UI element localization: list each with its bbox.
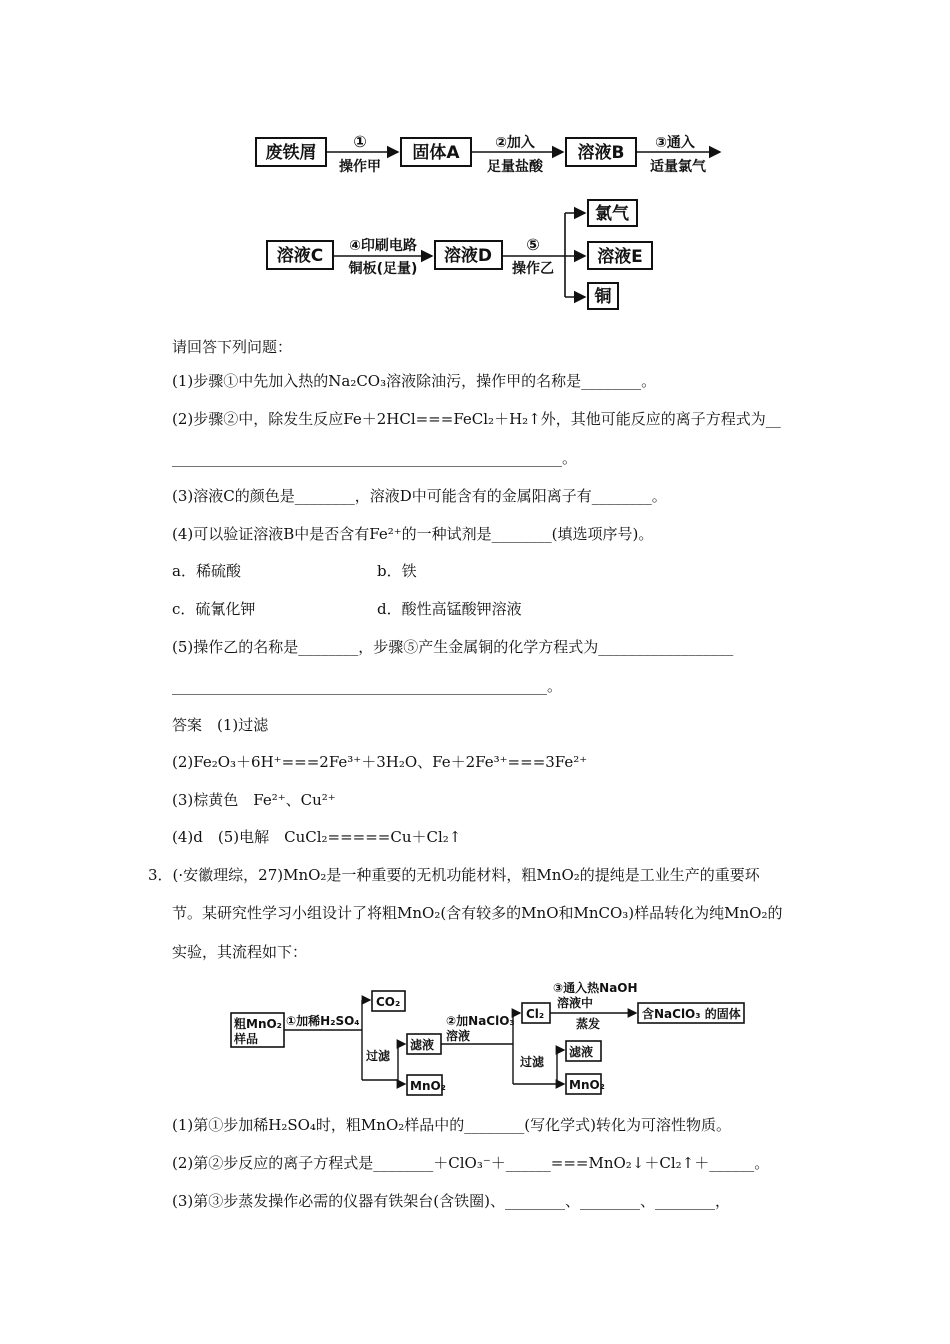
arrow5-top: ⑤ <box>526 235 540 254</box>
q-step2-line1: (2)步骤②中，除发生反应Fe＋2HCl===FeCl₂＋H₂↑外，其他可能反应的离子方程式为__ <box>172 410 781 428</box>
answer-line1: 答案 (1)过滤 <box>172 716 269 734</box>
box-cl2 <box>522 1003 550 1023</box>
box-mno2-1 <box>407 1075 442 1095</box>
step3-label-a: ③通入热NaOH <box>553 981 638 995</box>
step3-label-c: 蒸发 <box>576 1017 601 1031</box>
box-solution-e-label: 溶液E <box>597 247 643 267</box>
arrow1-bottom: 操作甲 <box>339 159 381 175</box>
intro-line: 请回答下列问题： <box>172 338 293 356</box>
box-crude-mno2 <box>231 1013 284 1047</box>
filtrate2-label: 滤液 <box>569 1045 594 1059</box>
arrow2-bottom: 足量盐酸 <box>487 159 543 175</box>
step3-label-b: 溶液中 <box>557 996 594 1010</box>
box-waste-iron-label: 废铁屑 <box>265 143 317 163</box>
arrow1-top: ① <box>353 132 367 151</box>
q-step2-line2: ____________________________________________________。 <box>172 449 578 467</box>
q-step3: (3)溶液C的颜色是________，溶液D中可能含有的金属阳离子有________。 <box>172 487 667 505</box>
q3-line3: 实验，其流程如下： <box>172 943 308 961</box>
box-chlorine-label: 氯气 <box>595 204 629 224</box>
q-step5-line1: (5)操作乙的名称是________，步骤⑤产生金属铜的化学方程式为__________________ <box>172 638 734 656</box>
step2-label-b: 溶液 <box>446 1029 471 1043</box>
option-d: d．酸性高锰酸钾溶液 <box>377 600 522 618</box>
mno2-2-label: MnO₂ <box>569 1078 605 1092</box>
arrow3-top: ③通入 <box>655 135 695 151</box>
box-co2 <box>372 991 405 1011</box>
filter1-label: 过滤 <box>366 1049 391 1063</box>
answer-line2: (2)Fe₂O₃＋6H⁺===2Fe³⁺＋3H₂O、Fe＋2Fe³⁺===3Fe²⁺ <box>172 753 588 771</box>
box-mno2-2 <box>566 1074 601 1094</box>
mno2-1-label: MnO₂ <box>410 1079 446 1093</box>
q-step1: (1)步骤①中先加入热的Na₂CO₃溶液除油污，操作甲的名称是________。 <box>172 372 657 390</box>
q-step5-line2: __________________________________________________。 <box>172 677 563 695</box>
box-copper-label: 铜 <box>594 287 612 307</box>
step2-label-a: ②加NaClO₃ <box>446 1014 515 1028</box>
naclo3-solid-label: 含NaClO₃ 的固体 <box>642 1007 741 1021</box>
step1-label: ①加稀H₂SO₄ <box>286 1014 360 1028</box>
co2-label: CO₂ <box>376 995 401 1009</box>
box-solution-b-label: 溶液B <box>577 143 625 163</box>
answer-line4: (4)d (5)电解 CuCl₂=====Cu＋Cl₂↑ <box>172 828 462 846</box>
option-b: b．铁 <box>377 562 417 580</box>
flow-diagram-iron-scrap <box>0 0 950 320</box>
option-c: c．硫氰化钾 <box>172 600 256 618</box>
q3-line1: 3．(·安徽理综，27)MnO₂是一种重要的无机功能材料，粗MnO₂的提纯是工业生产的重要环 <box>148 866 760 884</box>
crude-label-1: 粗MnO₂ <box>234 1017 282 1031</box>
q3-sub3: (3)第③步蒸发操作必需的仪器有铁架台(含铁圈)、________、________、________， <box>172 1192 730 1210</box>
filter2-label: 过滤 <box>520 1055 545 1069</box>
box-filtrate-2 <box>566 1041 601 1061</box>
box-solution-c-label: 溶液C <box>276 246 324 266</box>
arrow2-top: ②加入 <box>495 135 535 151</box>
arrow5-bottom: 操作乙 <box>512 261 554 277</box>
arrow3-bottom: 适量氯气 <box>650 159 706 175</box>
q3-sub1: (1)第①步加稀H₂SO₄时，粗MnO₂样品中的________(写化学式)转化为可溶性物质。 <box>172 1116 731 1134</box>
arrow4-top: ④印刷电路 <box>349 238 417 254</box>
crude-label-2: 样品 <box>234 1032 259 1046</box>
box-naclo3-solid <box>638 1003 744 1023</box>
arrow4-bottom: 铜板(足量) <box>348 261 418 277</box>
q3-sub2: (2)第②步反应的离子方程式是________＋ClO₃⁻＋______===MnO₂↓＋Cl₂↑＋______。 <box>172 1154 770 1172</box>
option-a: a．稀硫酸 <box>172 562 241 580</box>
box-solid-a-label: 固体A <box>412 143 460 163</box>
box-filtrate-1 <box>407 1034 441 1054</box>
filtrate1-label: 滤液 <box>410 1038 435 1052</box>
cl2-label: Cl₂ <box>526 1007 545 1021</box>
answer-line3: (3)棕黄色 Fe²⁺、Cu²⁺ <box>172 791 336 809</box>
q3-line2: 节。某研究性学习小组设计了将粗MnO₂(含有较多的MnO和MnCO₃)样品转化为纯MnO₂的 <box>172 904 783 922</box>
box-solution-d-label: 溶液D <box>443 246 493 266</box>
q-step4: (4)可以验证溶液B中是否含有Fe²⁺的一种试剂是________(填选项序号)。 <box>172 525 654 543</box>
